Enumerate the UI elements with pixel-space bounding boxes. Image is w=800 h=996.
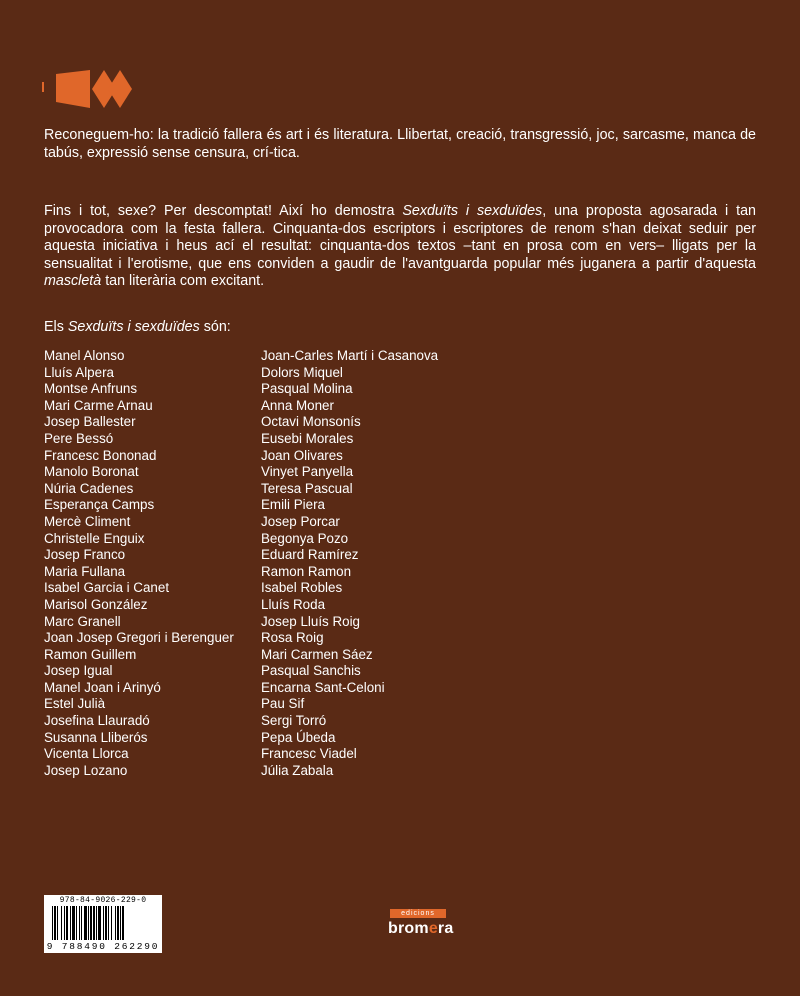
author-name: Emili Piera <box>261 497 325 513</box>
author-name: Pere Bessó <box>44 430 114 446</box>
author-name: Anna Moner <box>261 397 334 413</box>
author-name: Estel Julià <box>44 696 106 712</box>
author-name: Octavi Monsonís <box>261 414 361 430</box>
author-name: Josep Lluís Roig <box>261 613 360 629</box>
author-name: Marisol González <box>44 596 148 612</box>
author-name: Susanna Lliberós <box>44 729 148 745</box>
author-name: Sergi Torró <box>261 713 327 729</box>
author-name: Eusebi Morales <box>261 430 354 446</box>
author-name: Ramon Ramon <box>261 563 352 579</box>
author-name: Josep Franco <box>44 547 126 563</box>
publisher-logo <box>388 909 454 938</box>
author-name: Dolors Miquel <box>261 364 343 380</box>
authors-intro: Els Sexduïts i sexduïdes són: <box>44 319 231 335</box>
author-name: Francesc Viadel <box>261 746 357 762</box>
publisher-name: bromera <box>388 920 454 937</box>
author-name: Mercè Climent <box>44 513 131 529</box>
author-name: Pasqual Sanchis <box>261 663 361 679</box>
isbn-number: 978-84-9026-229-0 <box>59 896 147 905</box>
author-name: Teresa Pascual <box>261 480 353 496</box>
author-name: Júlia Zabala <box>261 762 334 778</box>
author-name: Manolo Boronat <box>44 464 139 480</box>
author-name: Pepa Úbeda <box>261 729 336 745</box>
author-name: Lluís Alpera <box>44 364 114 380</box>
author-name: Joan Olivares <box>261 447 343 463</box>
author-name: Núria Cadenes <box>44 480 134 496</box>
author-name: Vinyet Panyella <box>261 464 354 480</box>
author-name: Isabel Robles <box>261 580 343 596</box>
authors-list-left <box>44 348 254 779</box>
author-name: Encarna Sant-Celoni <box>261 679 385 695</box>
author-name: Lluís Roda <box>261 596 326 612</box>
collection-logo-icon <box>42 70 134 110</box>
publisher-tag: edicions <box>390 909 446 918</box>
barcode-bars <box>52 906 154 940</box>
author-name: Ramon Guillem <box>44 646 137 662</box>
author-name: Manel Joan i Arinyó <box>44 679 161 695</box>
author-name: Montse Anfruns <box>44 381 138 397</box>
author-name: Esperança Camps <box>44 497 155 513</box>
author-name: Marc Granell <box>44 613 121 629</box>
author-name: Vicenta Llorca <box>44 746 129 762</box>
isbn-barcode <box>44 895 162 953</box>
author-name: Josep Porcar <box>261 513 340 529</box>
intro-paragraph-2: Fins i tot, sexe? Per descomptat! Així ho demostra Sexduïts i sexduïdes, una proposta agosarada i tan provocadora com la festa fallera. Cinquanta-dos escriptors i escriptores de renom s'han deixat seduir per aquesta iniciativa i heus ací el resultat: cinquanta-dos textos –tant en prosa com en vers– lligats per la sensualitat i l'erotisme, que ens conviden a gaudir de l'avantguarda popular més juganera a partir d'aquesta mascletà tan literària com excitant. <box>44 203 757 289</box>
author-name: Begonya Pozo <box>261 530 349 546</box>
author-name: Christelle Enguix <box>44 530 145 546</box>
author-name: Josep Igual <box>44 663 113 679</box>
author-name: Mari Carme Arnau <box>44 397 153 413</box>
author-name: Pau Sif <box>261 696 305 712</box>
author-name: Eduard Ramírez <box>261 547 359 563</box>
author-name: Pasqual Molina <box>261 381 353 397</box>
authors-list-right <box>261 348 481 779</box>
author-name: Francesc Bononad <box>44 447 157 463</box>
author-name: Josep Ballester <box>44 414 136 430</box>
author-name: Manel Alonso <box>44 348 125 363</box>
author-name: Mari Carmen Sáez <box>261 646 373 662</box>
author-name: Isabel Garcia i Canet <box>44 580 170 596</box>
author-name: Maria Fullana <box>44 563 126 579</box>
author-name: Joan-Carles Martí i Casanova <box>261 348 439 363</box>
author-name: Josep Lozano <box>44 762 128 778</box>
barcode-digits: 9 788490 262290 <box>46 941 160 952</box>
intro-paragraph-1: Reconeguem-ho: la tradició fallera és art i és literatura. Llibertat, creació, transgressió, joc, sarcasme, manca de tabús, expressió sense censura, crí-tica. <box>44 127 756 161</box>
author-name: Josefina Llauradó <box>44 713 150 729</box>
author-name: Joan Josep Gregori i Berenguer <box>44 630 234 646</box>
author-name: Rosa Roig <box>261 630 324 646</box>
